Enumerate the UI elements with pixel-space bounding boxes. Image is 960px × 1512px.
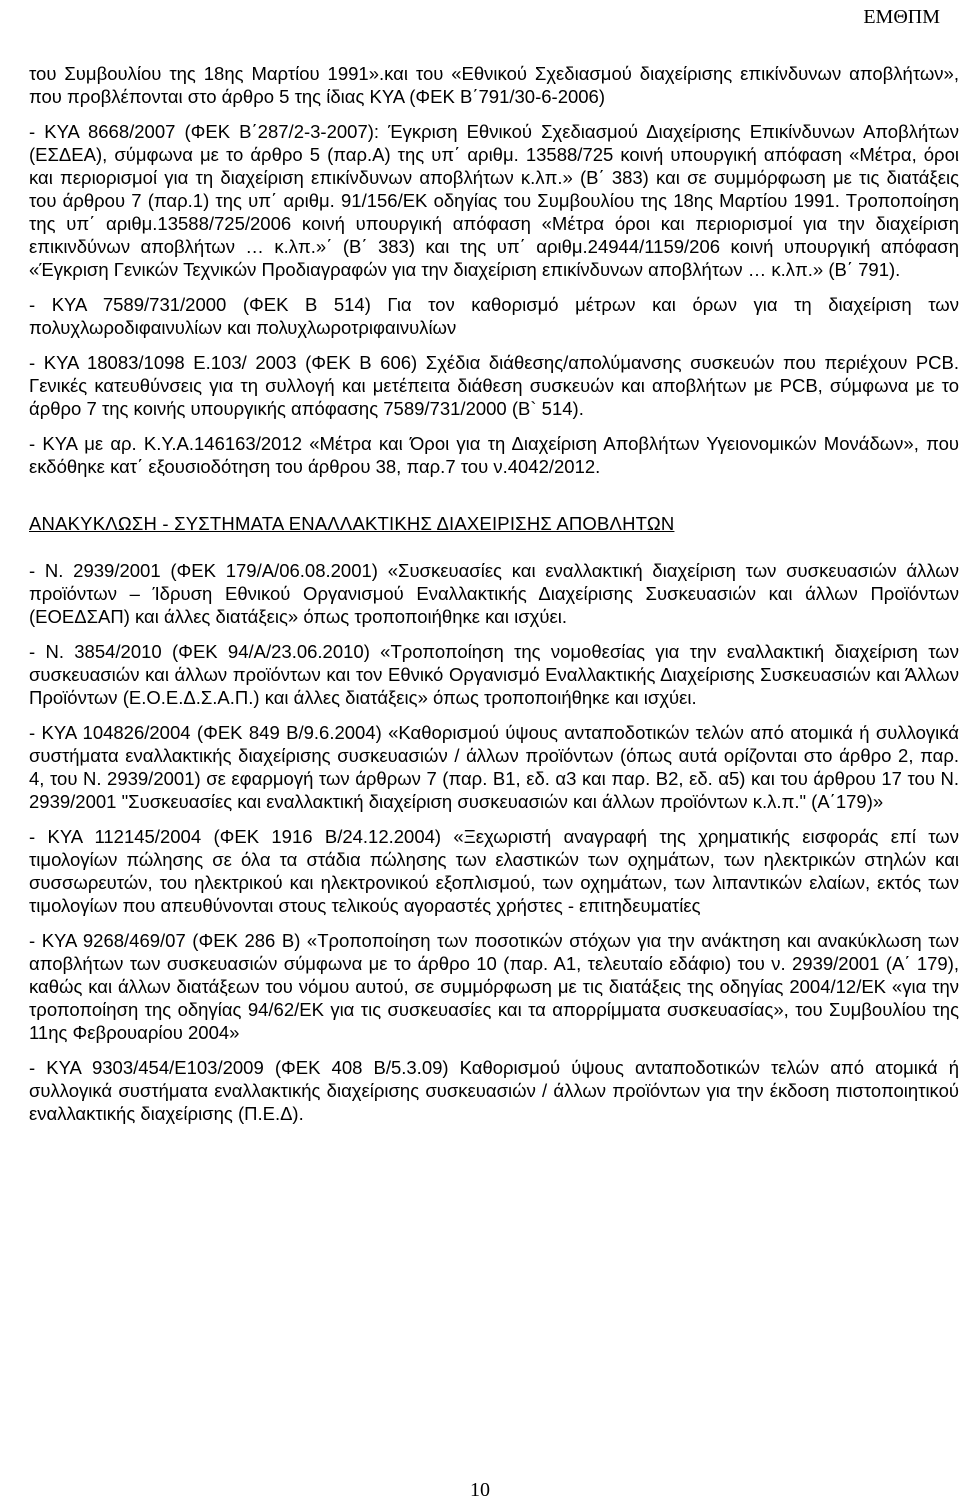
paragraph-kya-8668: - ΚΥΑ 8668/2007 (ΦΕΚ Β΄287/2-3-2007): Έγκριση Εθνικού Σχεδιασμού Διαχείρισης Επικίνδυνων Αποβλήτων (ΕΣΔΕΑ), σύμφωνα με το άρθρο 5 (παρ.Α) της υπ΄ αριθμ. 13588/725 κοινή υπουργική απόφαση «Μέτρα, όροι και περιορισμοί για τη διαχείριση επικίνδυνων αποβλήτων κ.λπ.» (Β΄ 383) και σε συμμόρφωση με τις διατάξεις του άρθρου 7 (παρ.1) της υπ΄ αριθμ. 91/156/ΕΚ οδηγίας του Συμβουλίου της 18ης Μαρτίου 1991. Τροποποίηση της υπ΄ αριθμ.13588/725/2006 κοινή υπουργική απόφαση «Μέτρα όροι και περιορισμοί για την διαχείριση επικινδύνων αποβλήτων … κ.λπ.»΄ (Β΄ 383) και της υπ΄ αριθμ.24944/1159/206 κοινή υπουργική απόφαση «Έγκριση Γενικών Τεχνικών Προδιαγραφών για την διαχείριση επικίνδυνων αποβλήτων … κ.λπ.» (Β΄ 791). <box>29 121 959 280</box>
paragraph-kya-146163: - ΚΥΑ με αρ. Κ.Υ.Α.146163/2012 «Μέτρα και Όροι για τη Διαχείριση Αποβλήτων Υγειονομικών Μονάδων», που εκδόθηκε κατ΄ εξουσιοδότηση του άρθρου 38, παρ.7 του ν.4042/2012. <box>29 433 959 477</box>
page-number: 10 <box>470 1479 490 1501</box>
paragraph-continuation: του Συμβουλίου της 18ης Μαρτίου 1991».και του «Εθνικού Σχεδιασμού διαχείρισης επικίνδυνων αποβλήτων», που προβλέπονται στο άρθρο 5 της ίδιας ΚΥΑ (ΦΕΚ Β΄791/30-6-2006) <box>29 63 959 107</box>
paragraph-n-3854: - Ν. 3854/2010 (ΦΕΚ 94/Α/23.06.2010) «Τροποποίηση της νομοθεσίας για την εναλλακτική διαχείριση των συσκευασιών και άλλων προϊόντων και τον Εθνικό Οργανισμό Εναλλακτικής Διαχείρισης Συσκευασιών και Άλλων Προϊόντων (Ε.Ο.Ε.Δ.Σ.Α.Π.) και άλλες διατάξεις» όπως τροποποιήθηκε και ισχύει. <box>29 641 959 708</box>
paragraph-kya-9303: - ΚΥΑ 9303/454/Ε103/2009 (ΦΕΚ 408 Β/5.3.09) Καθορισμού ύψους ανταποδοτικών τελών από ατομικά ή συλλογικά συστήματα εναλλακτικής διαχείρισης συσκευασιών / άλλων προϊόντων για την έκδοση πιστοποιητικού εναλλακτικής διαχείρισης (Π.Ε.Δ). <box>29 1057 959 1124</box>
section-heading: ΑΝΑΚΥΚΛΩΣΗ - ΣΥΣΤΗΜΑΤΑ ΕΝΑΛΛΑΚΤΙΚΗΣ ΔΙΑΧΕΙΡΙΣΗΣ ΑΠΟΒΛΗΤΩΝ <box>29 513 675 534</box>
running-header: ΕΜΘΠΜ <box>863 6 940 28</box>
paragraph-kya-112145: - ΚΥΑ 112145/2004 (ΦΕΚ 1916 Β/24.12.2004) «Ξεχωριστή αναγραφή της χρηματικής εισφοράς επί των τιμολογίων πώλησης σε όλα τα στάδια πώλησης των ελαστικών των οχημάτων, των ηλεκτρικών στηλών και συσσωρευτών, του ηλεκτρικού και ηλεκτρονικού εξοπλισμού, των οχημάτων, των λιπαντικών ελαίων, εκτός των τιμολογίων που απευθύνονται στους τελικούς αγοραστές χρήστες - επιτηδευματίες <box>29 826 959 916</box>
paragraph-kya-7589: - ΚΥΑ 7589/731/2000 (ΦΕΚ Β 514) Για τον καθορισμό μέτρων και όρων για τη διαχείριση των πολυχλωροδιφαινυλίων και πολυχλωροτριφαινυλίων <box>29 294 959 338</box>
paragraph-kya-18083: - ΚΥΑ 18083/1098 Ε.103/ 2003 (ΦΕΚ Β 606) Σχέδια διάθεσης/απολύμανσης συσκευών που περιέχουν PCB. Γενικές κατευθύνσεις για τη συλλογή και μετέπειτα διάθεση συσκευών και αποβλήτων με PCB, σύμφωνα με το άρθρο 7 της κοινής υπουργικής απόφασης 7589/731/2000 (Β` 514). <box>29 352 959 419</box>
paragraph-kya-104826: - ΚΥΑ 104826/2004 (ΦΕΚ 849 Β/9.6.2004) «Καθορισμού ύψους ανταποδοτικών τελών από ατομικά ή συλλογικά συστήματα εναλλακτικής διαχείρισης συσκευασιών / άλλων προϊόντων (όπως αυτά ορίζονται στο άρθρο 2, παρ. 4, του Ν. 2939/2001) σε εφαρμογή των άρθρων 7 (παρ. Β1, εδ. α3 και παρ. Β2, εδ. α5) και του άρθρου 17 του Ν. 2939/2001 "Συσκευασίες και εναλλακτική διαχείριση συσκευασιών και άλλων προϊόντων κ.λ.π." (Α΄179)» <box>29 722 959 812</box>
document-body <box>29 62 959 1137</box>
paragraph-kya-9268: - ΚΥΑ 9268/469/07 (ΦΕΚ 286 Β) «Τροποποίηση των ποσοτικών στόχων για την ανάκτηση και ανακύκλωση των αποβλήτων των συσκευασιών σύμφωνα με το άρθρο 10 (παρ. Α1, τελευταίο εδάφιο) του ν. 2939/2001 (Α΄ 179), καθώς και άλλων διατάξεων του νόμου αυτού, σε συμμόρφωση με τις διατάξεις της οδηγίας 2004/12/ΕΚ «για την τροποποίηση της οδηγίας 94/62/ΕΚ για τις συσκευασίες και τα απορρίμματα συσκευασίας», του Συμβουλίου της 11ης Φεβρουαρίου 2004» <box>29 930 959 1043</box>
paragraph-n-2939: - Ν. 2939/2001 (ΦΕΚ 179/Α/06.08.2001) «Συσκευασίες και εναλλακτική διαχείριση των συσκευασιών άλλων προϊόντων – Ίδρυση Εθνικού Οργανισμού Εναλλακτικής Διαχείρισης Συσκευασιών και άλλων Προϊόντων (ΕΟΕΔΣΑΠ) και άλλες διατάξεις» όπως τροποποιήθηκε και ισχύει. <box>29 560 959 627</box>
